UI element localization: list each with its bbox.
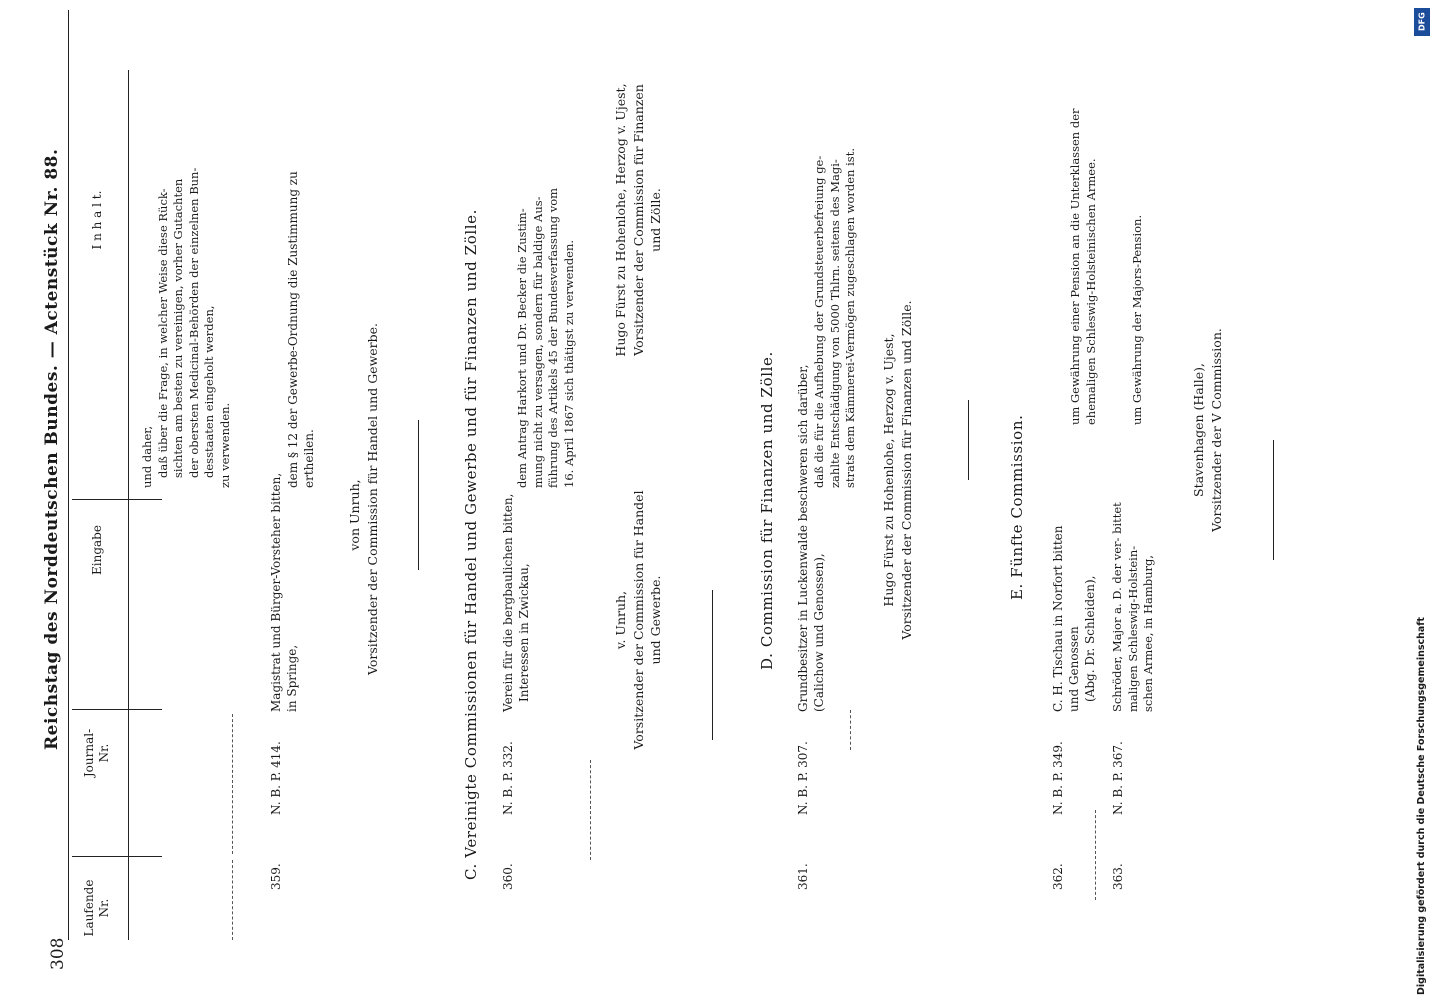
entry-inhalt: dem Antrag Harkort und Dr. Becker die Zustim- mung nicht zu versagen, sondern für baldige Aus- führung des Artikels 45 der Bundesverfassung vom 16. April 1867 sich thätigst zu verwenden. — [515, 187, 576, 488]
signature-block: von Unruh, Vorsitzender der Commission für Handel und Gewerbe. — [347, 322, 380, 675]
entry-rule — [232, 860, 233, 940]
col-divider — [72, 709, 128, 710]
entry-rule — [850, 710, 851, 750]
signature-block: v. Unruh, Vorsitzender der Commission für Handel und Gewerbe. — [613, 490, 663, 750]
entry-number: 360. — [501, 863, 515, 890]
col-divider — [128, 499, 162, 500]
entry-eingabe: C. H. Tischau in Norfort bitten und Genossen (Abg. Dr. Schleiden), — [1051, 525, 1098, 712]
entry-inhalt: um Gewährung der Majors-Pension. — [1130, 214, 1144, 425]
entry-number: 359. — [269, 863, 283, 890]
col-head-eingabe: Eingabe — [90, 525, 104, 575]
separator-rule — [712, 590, 713, 740]
entry-number: 363. — [1111, 863, 1125, 890]
dfg-logo: DFG — [1414, 8, 1430, 36]
section-heading: D. Commission für Finanzen und Zölle. — [758, 351, 776, 670]
journal-number: N. B. P. 414. — [269, 741, 283, 815]
entry-number: 361. — [796, 863, 810, 890]
entry-inhalt: um Gewährung einer Pension an die Unterklassen der ehemaligen Schleswig-Holsteinischen Armee. — [1068, 108, 1098, 425]
section-heading: E. Fünfte Commission. — [1008, 414, 1026, 600]
entry-eingabe: Grundbesitzer in Luckenwalde beschweren sich darüber, (Calichow und Genossen), — [796, 364, 827, 712]
funding-credit-text: Digitalisierung gefördert durch die Deutsche Forschungsgemeinschaft — [1416, 617, 1427, 995]
col-divider — [72, 856, 128, 857]
entry-inhalt: dem § 12 der Gewerbe-Ordnung die Zustimmung zu ertheilen. — [286, 171, 317, 488]
section-heading: C. Vereinigte Commissionen für Handel und Gewerbe und für Finanzen und Zölle. — [462, 209, 480, 880]
continuation-text: und daher, daß über die Frage, in welcher Weise diese Rück- sichten am besten zu vereinigen, vorher Gutachten der obersten Medicinal-Behörden der einzelnen Bun- desstaaten eingeholt werden, zu verwenden. — [140, 167, 232, 488]
entry-eingabe: Verein für die bergbaulichen bitten, Interessen in Zwickau, — [501, 493, 532, 712]
entry-rule — [232, 714, 233, 854]
entry-rule — [1095, 810, 1096, 900]
separator-rule — [418, 420, 419, 570]
col-head-laufende: Laufende Nr. — [82, 879, 111, 937]
header-rule — [68, 10, 69, 940]
entry-eingabe: Magistrat und Bürger-Vorsteher bitten, in Springe, — [269, 472, 300, 712]
journal-number: N. B. P. 349. — [1051, 741, 1065, 815]
journal-number: N. B. P. 332. — [501, 741, 515, 815]
entry-inhalt: daß die für die Aufhebung der Grundsteuerbefreiung ge- zahlte Entschädigung von 5000 Thlrn. seitens des Magi- strats dem Kämmerei-Vermögen zugeschlagen worden ist. — [812, 148, 858, 488]
signature-block: Hugo Fürst zu Hohenlohe, Herzog v. Ujest, Vorsitzender der Commission für Finanzen und Zölle. — [613, 83, 663, 357]
signature-block: Hugo Fürst zu Hohenlohe, Herzog v. Ujest, Vorsitzender der Commission für Finanzen und Zölle. — [881, 300, 914, 640]
journal-number: N. B. P. 367. — [1111, 741, 1125, 815]
separator-rule — [1273, 440, 1274, 560]
col-divider — [72, 499, 128, 500]
separator-rule — [968, 400, 969, 480]
col-divider — [128, 709, 162, 710]
page-title: Reichstag des Norddeutschen Bundes. — Actenstück Nr. 88. — [42, 148, 62, 750]
entry-rule — [590, 760, 591, 860]
funding-sidebar — [1410, 0, 1432, 1000]
entry-eingabe: Schröder, Major a. D. der ver- bittet maligen Schleswig-Holstein- schen Armee, in Hamburg, — [1110, 502, 1156, 712]
page-number: 308 — [48, 937, 68, 970]
signature-block: Stavenhagen (Halle), Vorsitzender der V Commission. — [1191, 328, 1224, 532]
col-divider — [128, 856, 162, 857]
col-head-inhalt: I n h a l t. — [90, 190, 104, 250]
column-head-rule — [128, 70, 129, 940]
entry-number: 362. — [1051, 863, 1065, 890]
journal-number: N. B. P. 307. — [796, 741, 810, 815]
col-head-journal: Journal- Nr. — [82, 728, 111, 778]
